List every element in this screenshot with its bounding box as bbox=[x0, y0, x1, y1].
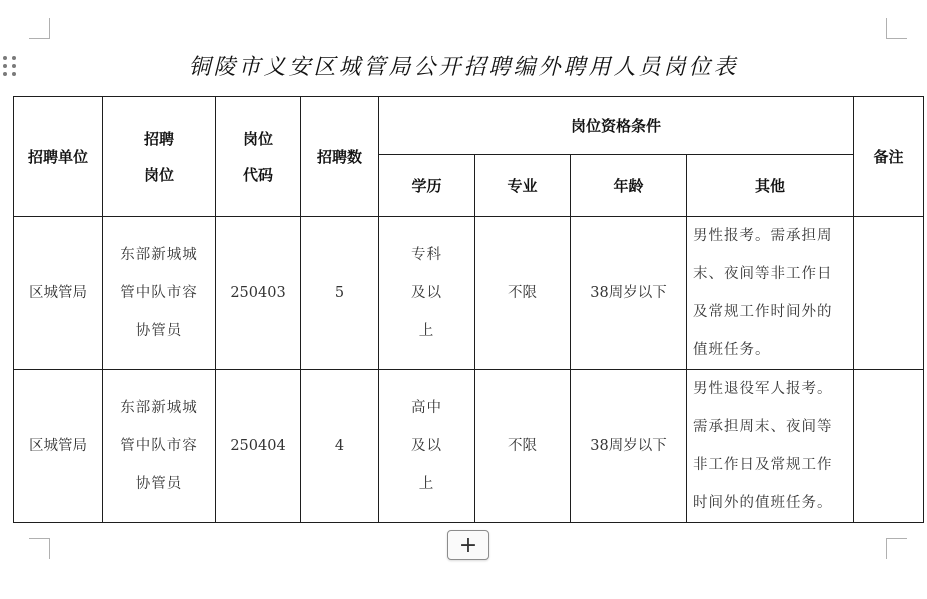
cell-education[interactable] bbox=[379, 370, 475, 523]
cell-age[interactable]: 38周岁以下 bbox=[571, 217, 687, 370]
cell-education-text: 专科及以上 bbox=[411, 247, 442, 339]
header-remarks[interactable]: 备注 bbox=[854, 97, 924, 217]
cell-unit[interactable]: 区城管局 bbox=[14, 217, 103, 370]
header-major[interactable]: 专业 bbox=[475, 155, 571, 217]
cell-position[interactable] bbox=[103, 370, 216, 523]
page-corner-mark-bottom-left bbox=[29, 538, 50, 559]
page-corner-mark-top-right bbox=[886, 18, 907, 39]
cell-code[interactable]: 250403 bbox=[216, 217, 301, 370]
header-qualifications[interactable]: 岗位资格条件 bbox=[379, 97, 854, 155]
cell-count[interactable]: 5 bbox=[301, 217, 379, 370]
page-corner-mark-top-left bbox=[29, 18, 50, 39]
add-row-button[interactable] bbox=[447, 530, 489, 560]
cell-education[interactable] bbox=[379, 217, 475, 370]
header-code-line2: 代码 bbox=[242, 165, 273, 184]
cell-major[interactable]: 不限 bbox=[475, 217, 571, 370]
cell-age[interactable]: 38周岁以下 bbox=[571, 370, 687, 523]
header-position-line2: 岗位 bbox=[143, 165, 174, 184]
header-position-line1: 招聘 bbox=[143, 129, 174, 148]
table-row bbox=[14, 217, 924, 370]
cell-major[interactable]: 不限 bbox=[475, 370, 571, 523]
cell-position-text: 东部新城城管中队市容协管员 bbox=[120, 400, 198, 492]
table-header-row bbox=[14, 97, 924, 155]
cell-other[interactable]: 男性报考。需承担周末、夜间等非工作日及常规工作时间外的值班任务。 bbox=[687, 217, 854, 370]
cell-remarks[interactable] bbox=[854, 370, 924, 523]
header-code[interactable] bbox=[216, 97, 301, 217]
header-age[interactable]: 年龄 bbox=[571, 155, 687, 217]
header-education[interactable]: 学历 bbox=[379, 155, 475, 217]
cell-education-text: 高中及以上 bbox=[411, 400, 442, 492]
cell-code[interactable]: 250404 bbox=[216, 370, 301, 523]
cell-position[interactable] bbox=[103, 217, 216, 370]
header-position[interactable] bbox=[103, 97, 216, 217]
positions-table[interactable] bbox=[13, 96, 924, 523]
cell-count[interactable]: 4 bbox=[301, 370, 379, 523]
plus-icon: + bbox=[458, 532, 478, 558]
cell-unit[interactable]: 区城管局 bbox=[14, 370, 103, 523]
header-other[interactable]: 其他 bbox=[687, 155, 854, 217]
header-count[interactable]: 招聘数 bbox=[301, 97, 379, 217]
document-title: 铜陵市义安区城管局公开招聘编外聘用人员岗位表 bbox=[188, 55, 739, 80]
cell-remarks[interactable] bbox=[854, 217, 924, 370]
header-unit[interactable]: 招聘单位 bbox=[14, 97, 103, 217]
header-code-line1: 岗位 bbox=[242, 129, 273, 148]
table-row bbox=[14, 370, 924, 523]
cell-position-text: 东部新城城管中队市容协管员 bbox=[120, 247, 198, 339]
cell-other[interactable]: 男性退役军人报考。需承担周末、夜间等非工作日及常规工作时间外的值班任务。 bbox=[687, 370, 854, 523]
page-corner-mark-bottom-right bbox=[886, 538, 907, 559]
